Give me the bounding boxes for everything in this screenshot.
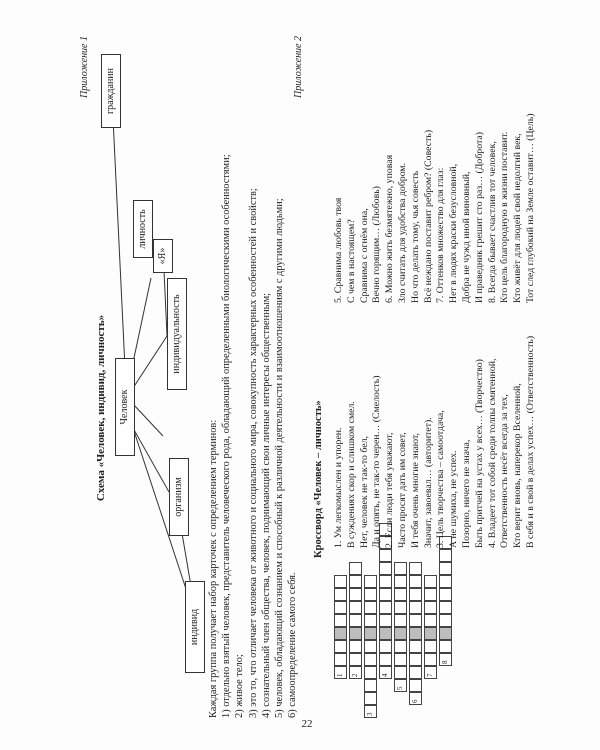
crossword-cell xyxy=(394,666,407,679)
crossword-cell xyxy=(439,575,452,588)
clue-line: С чем в настоящем? xyxy=(345,219,357,303)
crossword-cell: 7 xyxy=(424,666,437,679)
crossword-cell xyxy=(334,614,347,627)
crossword-cell: 8 xyxy=(439,653,452,666)
crossword-cell xyxy=(409,614,422,627)
clue-line: Нет в людях краски безусловной, xyxy=(448,163,460,303)
crossword-cell xyxy=(394,562,407,575)
node-center: Человек xyxy=(115,358,135,456)
crossword-cell xyxy=(424,627,437,640)
crossword-cell xyxy=(379,562,392,575)
crossword-cell xyxy=(364,614,377,627)
crossword-cell xyxy=(334,627,347,640)
clue-line: Сравнима с огнём она, xyxy=(358,208,370,303)
crossword-cell xyxy=(349,627,362,640)
clue-line: 6. Можно жить безмятежно, уповая xyxy=(384,154,396,303)
crossword-cell xyxy=(394,614,407,627)
crossword-cell xyxy=(424,601,437,614)
crossword-cell: 2 xyxy=(349,666,362,679)
clues-left xyxy=(333,336,538,548)
task-intro: Каждая группа получает набор карточек с определением терминов: xyxy=(208,419,219,718)
crossword-cell xyxy=(439,614,452,627)
crossword-cell xyxy=(409,679,422,692)
task-item: 4) сознательный член общества, человек, поднимающий свои личные интересы общественным; xyxy=(260,292,272,718)
crossword-cell xyxy=(439,640,452,653)
task-item: 6) самоопределение самого себя. xyxy=(287,572,299,718)
crossword-cell xyxy=(394,575,407,588)
crossword-cell xyxy=(349,588,362,601)
node-ya: «Я» xyxy=(153,239,173,273)
clue-line: И тебя очень многие знают, xyxy=(409,433,421,548)
crossword-cell xyxy=(364,666,377,679)
task-item: 1) отдельно взятый человек, представитель человеческого рода, обладающий определенными биологическими особенностями; xyxy=(221,154,233,718)
crossword-cell xyxy=(349,575,362,588)
clue-line: Вечно горящим… (Любовь) xyxy=(371,186,383,303)
crossword-cell xyxy=(439,562,452,575)
crossword-cell xyxy=(379,627,392,640)
crossword-cell xyxy=(364,575,377,588)
crossword-cell xyxy=(364,627,377,640)
clue-line: 8. Всегда бывает счастлив тот человек, xyxy=(486,141,498,303)
crossword-cell xyxy=(424,653,437,666)
node-grazhdanin: гражданин xyxy=(101,54,121,128)
clue-line: А не шумиха, не успех. xyxy=(448,450,460,548)
task-definitions xyxy=(207,58,299,718)
crossword-cell xyxy=(424,614,437,627)
clue-line: 3. Цель творчества – самоотдача, xyxy=(435,410,447,548)
appendix-1-label: Приложение 1 xyxy=(79,36,90,98)
crossword-cell xyxy=(334,653,347,666)
crossword-cell: 4 xyxy=(379,666,392,679)
crossword-cell xyxy=(394,601,407,614)
crossword-cell xyxy=(379,588,392,601)
clue-line: Добра не чужд иной виновный, xyxy=(460,171,472,303)
clue-line: В себя и в свой в делах успех… (Ответственность) xyxy=(524,335,536,548)
crossword-cell xyxy=(349,562,362,575)
crossword-cell xyxy=(334,601,347,614)
clue-line: Позорно, ничего не значa, xyxy=(460,439,472,548)
crossword-cell xyxy=(364,653,377,666)
clue-line: Кто цель благородную в жизни поставит. xyxy=(499,131,511,303)
crossword-cell xyxy=(364,692,377,705)
clue-line: Кто верит вновь, наперекор Вселенной, xyxy=(512,383,524,548)
crossword-cell xyxy=(439,588,452,601)
crossword-cell xyxy=(409,601,422,614)
clue-line: 5. Сравнима любовь твоя xyxy=(333,197,344,303)
crossword-cell: 3 xyxy=(364,705,377,718)
crossword-cell: 1 xyxy=(334,666,347,679)
crossword-cell xyxy=(409,588,422,601)
crossword-cell xyxy=(409,640,422,653)
crossword-cell xyxy=(409,575,422,588)
crossword-cell xyxy=(424,588,437,601)
crossword-cell xyxy=(439,627,452,640)
clue-line: Кто живёт для людей свой недолгий век, xyxy=(512,133,524,303)
crossword-cell xyxy=(349,601,362,614)
crossword-cell: 5 xyxy=(394,679,407,692)
crossword-cell xyxy=(394,588,407,601)
crossword-cell xyxy=(379,601,392,614)
clue-line: Ответственность несёт всегда за тех, xyxy=(499,394,511,548)
crossword-cell xyxy=(379,575,392,588)
crossword-cell: 6 xyxy=(409,692,422,705)
crossword-cell xyxy=(334,640,347,653)
crossword-cell xyxy=(379,614,392,627)
crossword-cell xyxy=(364,640,377,653)
clue-line: 4. Владеет тот собой среди толпы смятенной, xyxy=(486,358,498,548)
task-item: 2) живое тело; xyxy=(234,654,246,718)
crossword-cell xyxy=(349,640,362,653)
task-item: 5) человек, обладающий сознанием и способный к различной деятельности и взаимоотношениям с другими людьми; xyxy=(274,198,286,718)
crossword-cell xyxy=(424,640,437,653)
rotated-content xyxy=(75,28,580,728)
clue-line: 7. Оттенков множество для глаз: xyxy=(435,167,447,303)
crossword-cell xyxy=(364,679,377,692)
crossword-cell xyxy=(409,562,422,575)
crossword-cell xyxy=(409,666,422,679)
clue-line: Но что делать тому, чья совесть xyxy=(409,170,421,303)
crossword-cell xyxy=(349,653,362,666)
clue-line: В суждениях скор и слишком смел. xyxy=(345,401,357,548)
crossword-cell xyxy=(409,627,422,640)
page-number: 22 xyxy=(301,718,313,730)
clue-line: Зло считать для удобства добром. xyxy=(396,162,408,303)
node-individualnost: индивидуальность xyxy=(167,278,187,390)
crossword-cell xyxy=(349,614,362,627)
crossword-cell xyxy=(334,588,347,601)
clue-line: Тот след глубокий на Земле оставит… (Цель) xyxy=(524,113,536,303)
crossword-cell xyxy=(439,549,452,562)
clue-line: Часто просят дать им совет, xyxy=(396,432,408,548)
clue-line: Значит, завоевал… (авторитет). xyxy=(422,417,434,548)
crossword-cell xyxy=(394,653,407,666)
crossword-cell xyxy=(394,627,407,640)
appendix-2-label: Приложение 2 xyxy=(293,36,304,98)
task-item: 3) это то, что отличает человека от животного и социального мира, совокупность характерных особенностей и свойств; xyxy=(247,188,259,718)
node-lichnost: личность xyxy=(133,200,153,258)
crossword-cell xyxy=(334,575,347,588)
crossword-cell xyxy=(364,588,377,601)
clue-line: 2. Если люди тебя уважают, xyxy=(384,432,396,548)
clue-line: 1. Ум легкомыслен и упорен. xyxy=(333,427,344,548)
clue-line: И праведник грешит сто раз… (Доброта) xyxy=(473,132,485,303)
clue-line: Да и опять, не так-то черен… (Смелость) xyxy=(371,375,383,548)
clue-line: Быть притчей на устах у всех… (Творчество) xyxy=(473,359,485,548)
node-individ: индивид xyxy=(185,581,205,673)
node-organizm: организм xyxy=(169,458,189,536)
crossword-title: Кроссворд «Человек – личность» xyxy=(313,400,324,558)
crossword-cell xyxy=(424,575,437,588)
clues-right xyxy=(333,113,538,303)
crossword-cell xyxy=(364,601,377,614)
clue-line: Всё неждано поставит ребром? (Совесть) xyxy=(422,129,434,303)
scheme-title: Схема «Человек, индивид, личность» xyxy=(95,314,107,502)
crossword-cell xyxy=(379,653,392,666)
crossword-cell xyxy=(379,549,392,562)
crossword-cell xyxy=(394,640,407,653)
crossword-cell xyxy=(409,653,422,666)
crossword-cell xyxy=(439,601,452,614)
clue-line: Нет, человек не так-то бел, xyxy=(358,436,370,548)
crossword-cell xyxy=(379,640,392,653)
